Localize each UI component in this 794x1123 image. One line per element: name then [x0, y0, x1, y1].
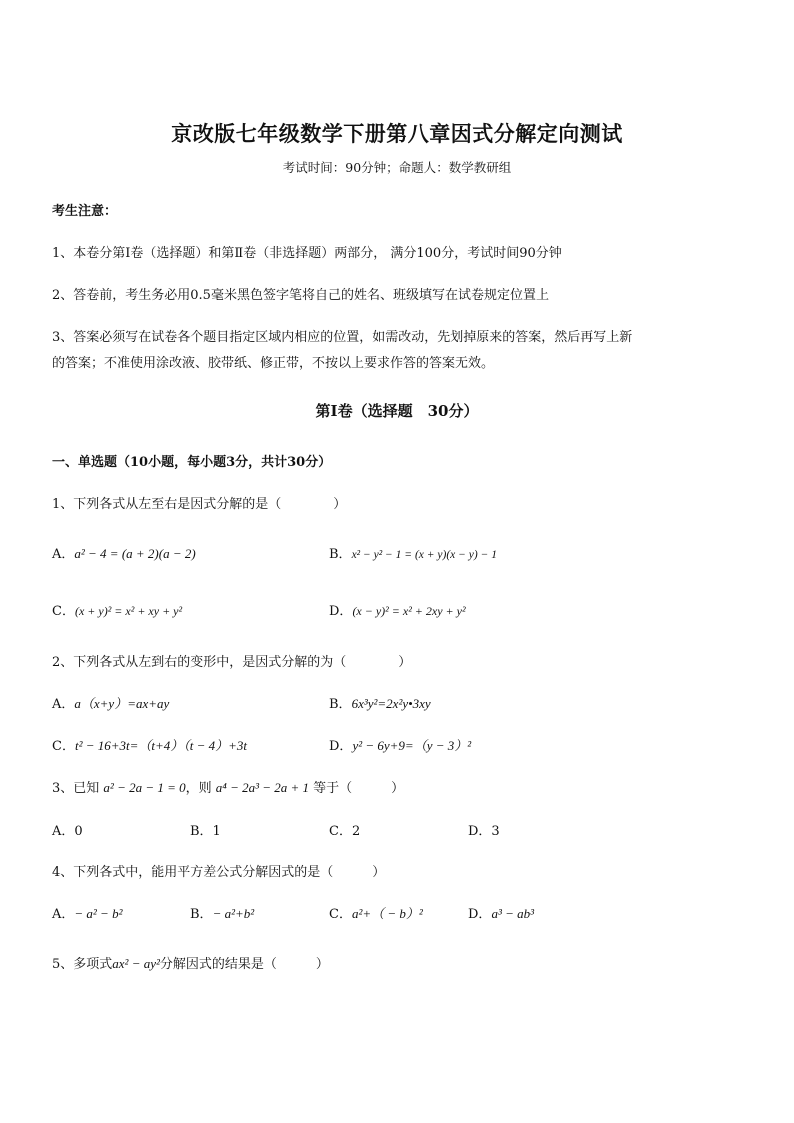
notice-item-3: 3、答案必须写在试卷各个题目指定区域内相应的位置，如需改动，先划掉原来的答案，然后再写上新: [52, 330, 633, 345]
question-2-option-d[interactable]: [329, 735, 471, 754]
question-2-stem: 2、下列各式从左到右的变形中，是因式分解的为（ ）: [52, 655, 412, 670]
question-1-option-a[interactable]: [52, 543, 196, 562]
option-text: x² − y² − 1 = (x + y)(x − y) − 1: [351, 549, 497, 561]
notice-item-2: 2、答卷前，考生务必用0.5毫米黑色签字笔将自己的姓名、班级填写在试卷规定位置上: [52, 288, 549, 303]
option-text: − a² − b²: [74, 906, 123, 921]
question-3-stem: [52, 777, 404, 796]
option-label: D．: [468, 907, 492, 922]
option-label: A．: [52, 907, 75, 922]
question-4-option-c[interactable]: [329, 903, 423, 922]
notice-item-3-cont: 的答案；不准使用涂改液、胶带纸、修正带，不按以上要求作答的答案无效。: [52, 356, 495, 371]
question-4-option-d[interactable]: [468, 903, 534, 922]
option-text: t² − 16+3t=（t+4）（t − 4）+3t: [74, 738, 248, 753]
option-text: (x − y)² = x² + 2xy + y²: [352, 604, 466, 618]
stem-prefix: 3、已知: [52, 781, 100, 796]
question-3-option-d[interactable]: D．3: [468, 824, 500, 839]
option-text: − a²+b²: [212, 906, 255, 921]
option-text: a（x+y）=ax+ay: [74, 696, 170, 711]
option-label: C．: [329, 907, 352, 922]
question-1-stem: 1、下列各式从左至右是因式分解的是（ ）: [52, 497, 347, 512]
exam-info: 考试时间：90分钟；命题人：数学教研组: [282, 160, 512, 175]
question-3-option-b[interactable]: B．1: [190, 824, 221, 839]
option-label: C．: [52, 739, 75, 754]
page-title: 京改版七年级数学下册第八章因式分解定向测试: [171, 121, 623, 146]
question-1-option-d[interactable]: [329, 600, 466, 619]
option-text: 6x³y²=2x²y•3xy: [351, 696, 431, 711]
question-5-stem: [52, 953, 329, 972]
stem-equation-1: a² − 2a − 1 = 0: [103, 780, 186, 795]
option-label: B．: [329, 697, 352, 712]
option-text: a²+（ − b）²: [351, 906, 423, 921]
stem-equation: ax² − ay²: [112, 956, 160, 971]
stem-mid: ，则: [185, 781, 212, 796]
question-3-option-c[interactable]: C．2: [329, 824, 361, 839]
stem-prefix: 5、多项式: [52, 957, 113, 972]
question-1-option-b[interactable]: [329, 543, 497, 562]
option-label: D．: [329, 604, 353, 619]
question-3-option-a[interactable]: A．0: [52, 824, 83, 839]
option-label: B．: [329, 547, 352, 562]
question-2-option-b[interactable]: [329, 693, 431, 712]
option-text: a² − 4 = (a + 2)(a − 2): [74, 546, 196, 561]
notice-item-1: 1、本卷分第Ⅰ卷（选择题）和第Ⅱ卷（非选择题）两部分， 满分100分，考试时间90分钟: [52, 246, 562, 261]
section-title: 第Ⅰ卷（选择题 30分）: [315, 402, 479, 420]
stem-suffix: 等于（ ）: [313, 781, 405, 796]
stem-suffix: 分解因式的结果是（ ）: [159, 957, 329, 972]
option-label: B．: [190, 907, 213, 922]
question-4-option-a[interactable]: [52, 903, 122, 922]
option-label: D．: [329, 739, 353, 754]
part-heading: 一、单选题（10小题，每小题3分，共计30分）: [52, 455, 332, 470]
option-text: (x + y)² = x² + xy + y²: [74, 604, 183, 618]
option-label: A．: [52, 547, 75, 562]
question-1-option-c[interactable]: [52, 600, 182, 619]
question-4-option-b[interactable]: [190, 903, 254, 922]
question-2-option-a[interactable]: [52, 693, 169, 712]
option-label: A．: [52, 697, 75, 712]
option-text: y² − 6y+9=（y − 3）²: [352, 738, 472, 753]
question-2-option-c[interactable]: [52, 735, 247, 754]
option-text: a³ − ab³: [491, 906, 535, 921]
option-label: C．: [52, 604, 75, 619]
stem-equation-2: a⁴ − 2a³ − 2a + 1: [215, 780, 310, 795]
notice-heading: 考生注意：: [52, 204, 118, 219]
question-4-stem: 4、下列各式中，能用平方差公式分解因式的是（ ）: [52, 865, 386, 880]
